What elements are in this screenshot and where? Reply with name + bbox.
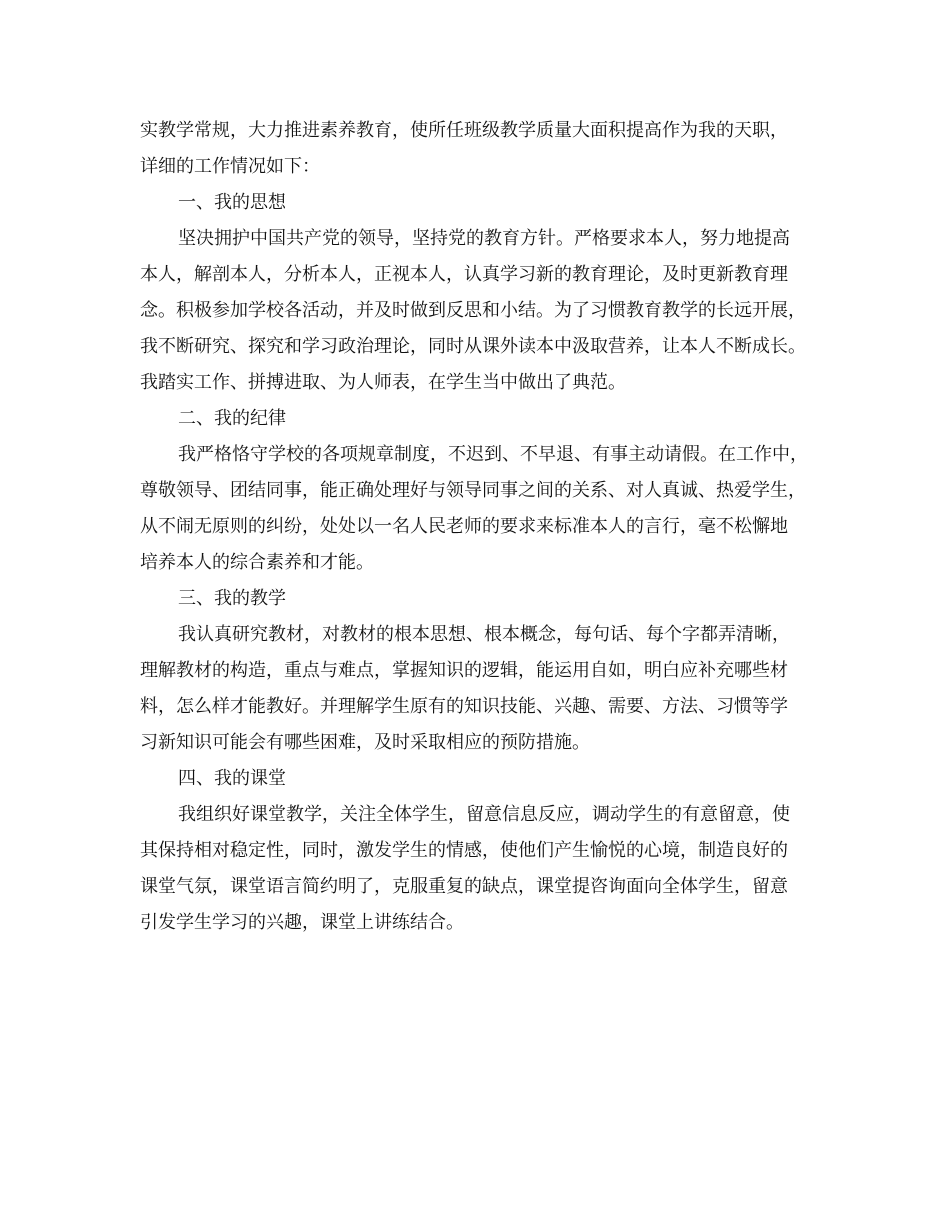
text-line: 实教学常规，大力推进素养教育，使所任班级教学质量大面积提高作为我的天职， [140,120,788,141]
text-line: 我踏实工作、拼搏进取、为人师表，在学生当中做出了典范。 [140,372,626,393]
text-line: 理解教材的构造，重点与难点，掌握知识的逻辑，能运用自如，明白应补充哪些材 [140,660,788,681]
document-body [140,113,820,941]
text-line: 我认真研究教材，对教材的根本思想、根本概念，每句话、每个字都弄清晰， [178,624,790,645]
text-line: 料，怎么样才能教好。并理解学生原有的知识技能、兴趣、需要、方法、习惯等学 [140,696,788,717]
text-line: 培养本人的综合素养和才能。 [140,552,374,573]
text-line: 其保持相对稳定性，同时，激发学生的情感，使他们产生愉悦的心境，制造良好的 [140,840,788,861]
text-line: 我组织好课堂教学，关注全体学生，留意信息反应，调动学生的有意留意，使 [178,804,790,825]
text-line: 三、我的教学 [178,588,286,609]
text-line: 一、我的思想 [178,192,286,213]
text-line: 引发学生学习的兴趣，课堂上讲练结合。 [140,912,464,933]
text-line: 我严格恪守学校的各项规章制度，不迟到、不早退、有事主动请假。在工作中， [178,444,808,465]
text-line: 习新知识可能会有哪些困难，及时采取相应的预防措施。 [140,732,590,753]
text-line: 从不闹无原则的纠纷，处处以一名人民老师的要求来标准本人的言行，毫不松懈地 [140,516,788,537]
text-line: 我不断研究、探究和学习政治理论，同时从课外读本中汲取营养，让本人不断成长。 [140,336,806,357]
text-line: 课堂气氛，课堂语言简约明了，克服重复的缺点，课堂提咨询面向全体学生，留意 [140,876,788,897]
text-line: 详细的工作情况如下： [140,156,320,177]
text-line: 四、我的课堂 [178,768,286,789]
text-line: 本人，解剖本人，分析本人，正视本人，认真学习新的教育理论，及时更新教育理 [140,264,788,285]
text-line: 尊敬领导、团结同事，能正确处理好与领导同事之间的关系、对人真诚、热爱学生， [140,480,806,501]
text-line: 二、我的纪律 [178,408,286,429]
text-line: 坚决拥护中国共产党的领导，坚持党的教育方针。严格要求本人，努力地提高 [178,228,790,249]
text-line: 念。积极参加学校各活动，并及时做到反思和小结。为了习惯教育教学的长远开展， [140,300,806,321]
